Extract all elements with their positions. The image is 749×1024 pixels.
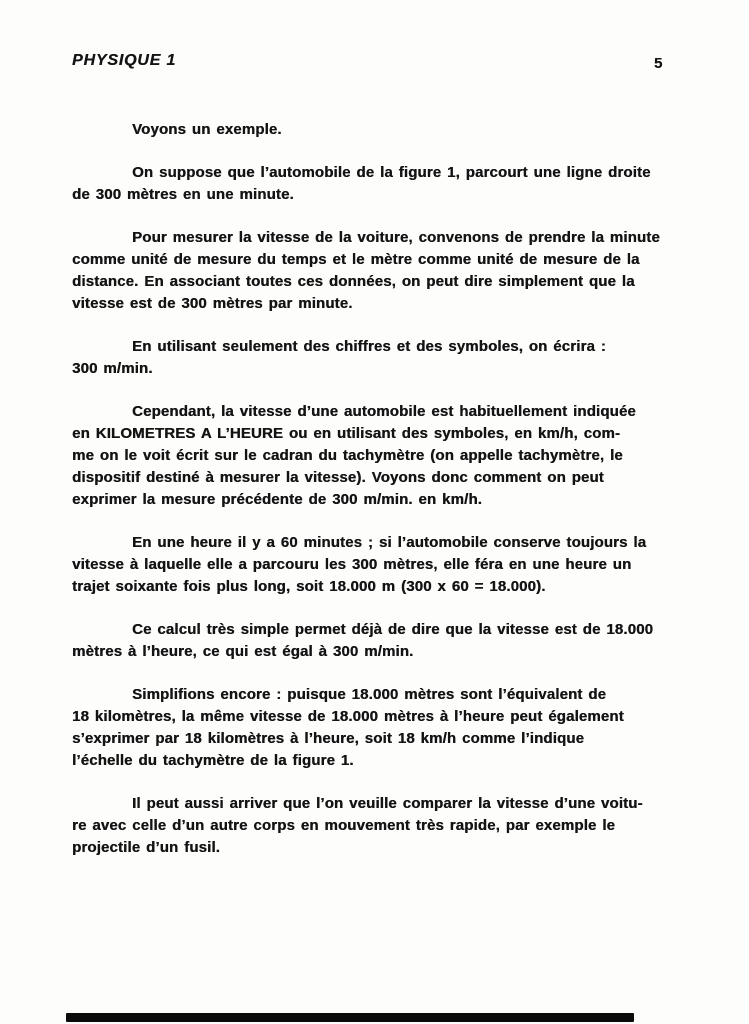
text-line: en KILOMETRES A L’HEURE ou en utilisant des symboles, en km/h, com- bbox=[72, 425, 621, 442]
paragraph bbox=[72, 162, 692, 206]
scan-artifact-bar bbox=[66, 1013, 634, 1022]
text-line: 18 kilomètres, la même vitesse de 18.000 mètres à l’heure peut également bbox=[72, 708, 624, 725]
text-line: En utilisant seulement des chiffres et des symboles, on écrira : bbox=[132, 338, 606, 355]
text-line: 300 m/min. bbox=[72, 360, 153, 377]
text-line: re avec celle d’un autre corps en mouvement très rapide, par exemple le bbox=[72, 817, 616, 834]
paragraph bbox=[72, 532, 692, 598]
text-line: comme unité de mesure du temps et le mètre comme unité de mesure de la bbox=[72, 251, 640, 268]
text-line: me on le voit écrit sur le cadran du tachymètre (on appelle tachymètre, le bbox=[72, 447, 623, 464]
page-body bbox=[72, 119, 692, 880]
page-number: 5 bbox=[654, 55, 663, 72]
text-line: de 300 mètres en une minute. bbox=[72, 186, 294, 203]
paragraph bbox=[72, 227, 692, 315]
text-line: Voyons un exemple. bbox=[132, 121, 282, 138]
page-header-title: PHYSIQUE 1 bbox=[72, 52, 177, 69]
text-line: trajet soixante fois plus long, soit 18.000 m (300 x 60 = 18.000). bbox=[72, 578, 546, 595]
text-line: En une heure il y a 60 minutes ; si l’automobile conserve toujours la bbox=[132, 534, 647, 551]
paragraph bbox=[72, 119, 692, 141]
text-line: mètres à l’heure, ce qui est égal à 300 m/min. bbox=[72, 643, 414, 660]
paragraph bbox=[72, 684, 692, 772]
text-line: distance. En associant toutes ces données, on peut dire simplement que la bbox=[72, 273, 635, 290]
text-line: On suppose que l’automobile de la figure 1, parcourt une ligne droite bbox=[132, 164, 651, 181]
text-line: Il peut aussi arriver que l’on veuille comparer la vitesse d’une voitu- bbox=[132, 795, 643, 812]
text-line: dispositif destiné à mesurer la vitesse). Voyons donc comment on peut bbox=[72, 469, 604, 486]
text-line: Pour mesurer la vitesse de la voiture, convenons de prendre la minute bbox=[132, 229, 660, 246]
paragraph bbox=[72, 336, 692, 380]
text-line: exprimer la mesure précédente de 300 m/min. en km/h. bbox=[72, 491, 482, 508]
text-line: Ce calcul très simple permet déjà de dire que la vitesse est de 18.000 bbox=[132, 621, 654, 638]
text-line: l’échelle du tachymètre de la figure 1. bbox=[72, 752, 354, 769]
text-line: projectile d’un fusil. bbox=[72, 839, 220, 856]
text-line: s’exprimer par 18 kilomètres à l’heure, soit 18 km/h comme l’indique bbox=[72, 730, 585, 747]
text-line: vitesse à laquelle elle a parcouru les 300 mètres, elle féra en une heure un bbox=[72, 556, 632, 573]
paragraph bbox=[72, 793, 692, 859]
text-line: vitesse est de 300 mètres par minute. bbox=[72, 295, 353, 312]
text-line: Cependant, la vitesse d’une automobile est habituellement indiquée bbox=[132, 403, 636, 420]
text-line: Simplifions encore : puisque 18.000 mètres sont l’équivalent de bbox=[132, 686, 607, 703]
paragraph bbox=[72, 619, 692, 663]
paragraph bbox=[72, 401, 692, 511]
